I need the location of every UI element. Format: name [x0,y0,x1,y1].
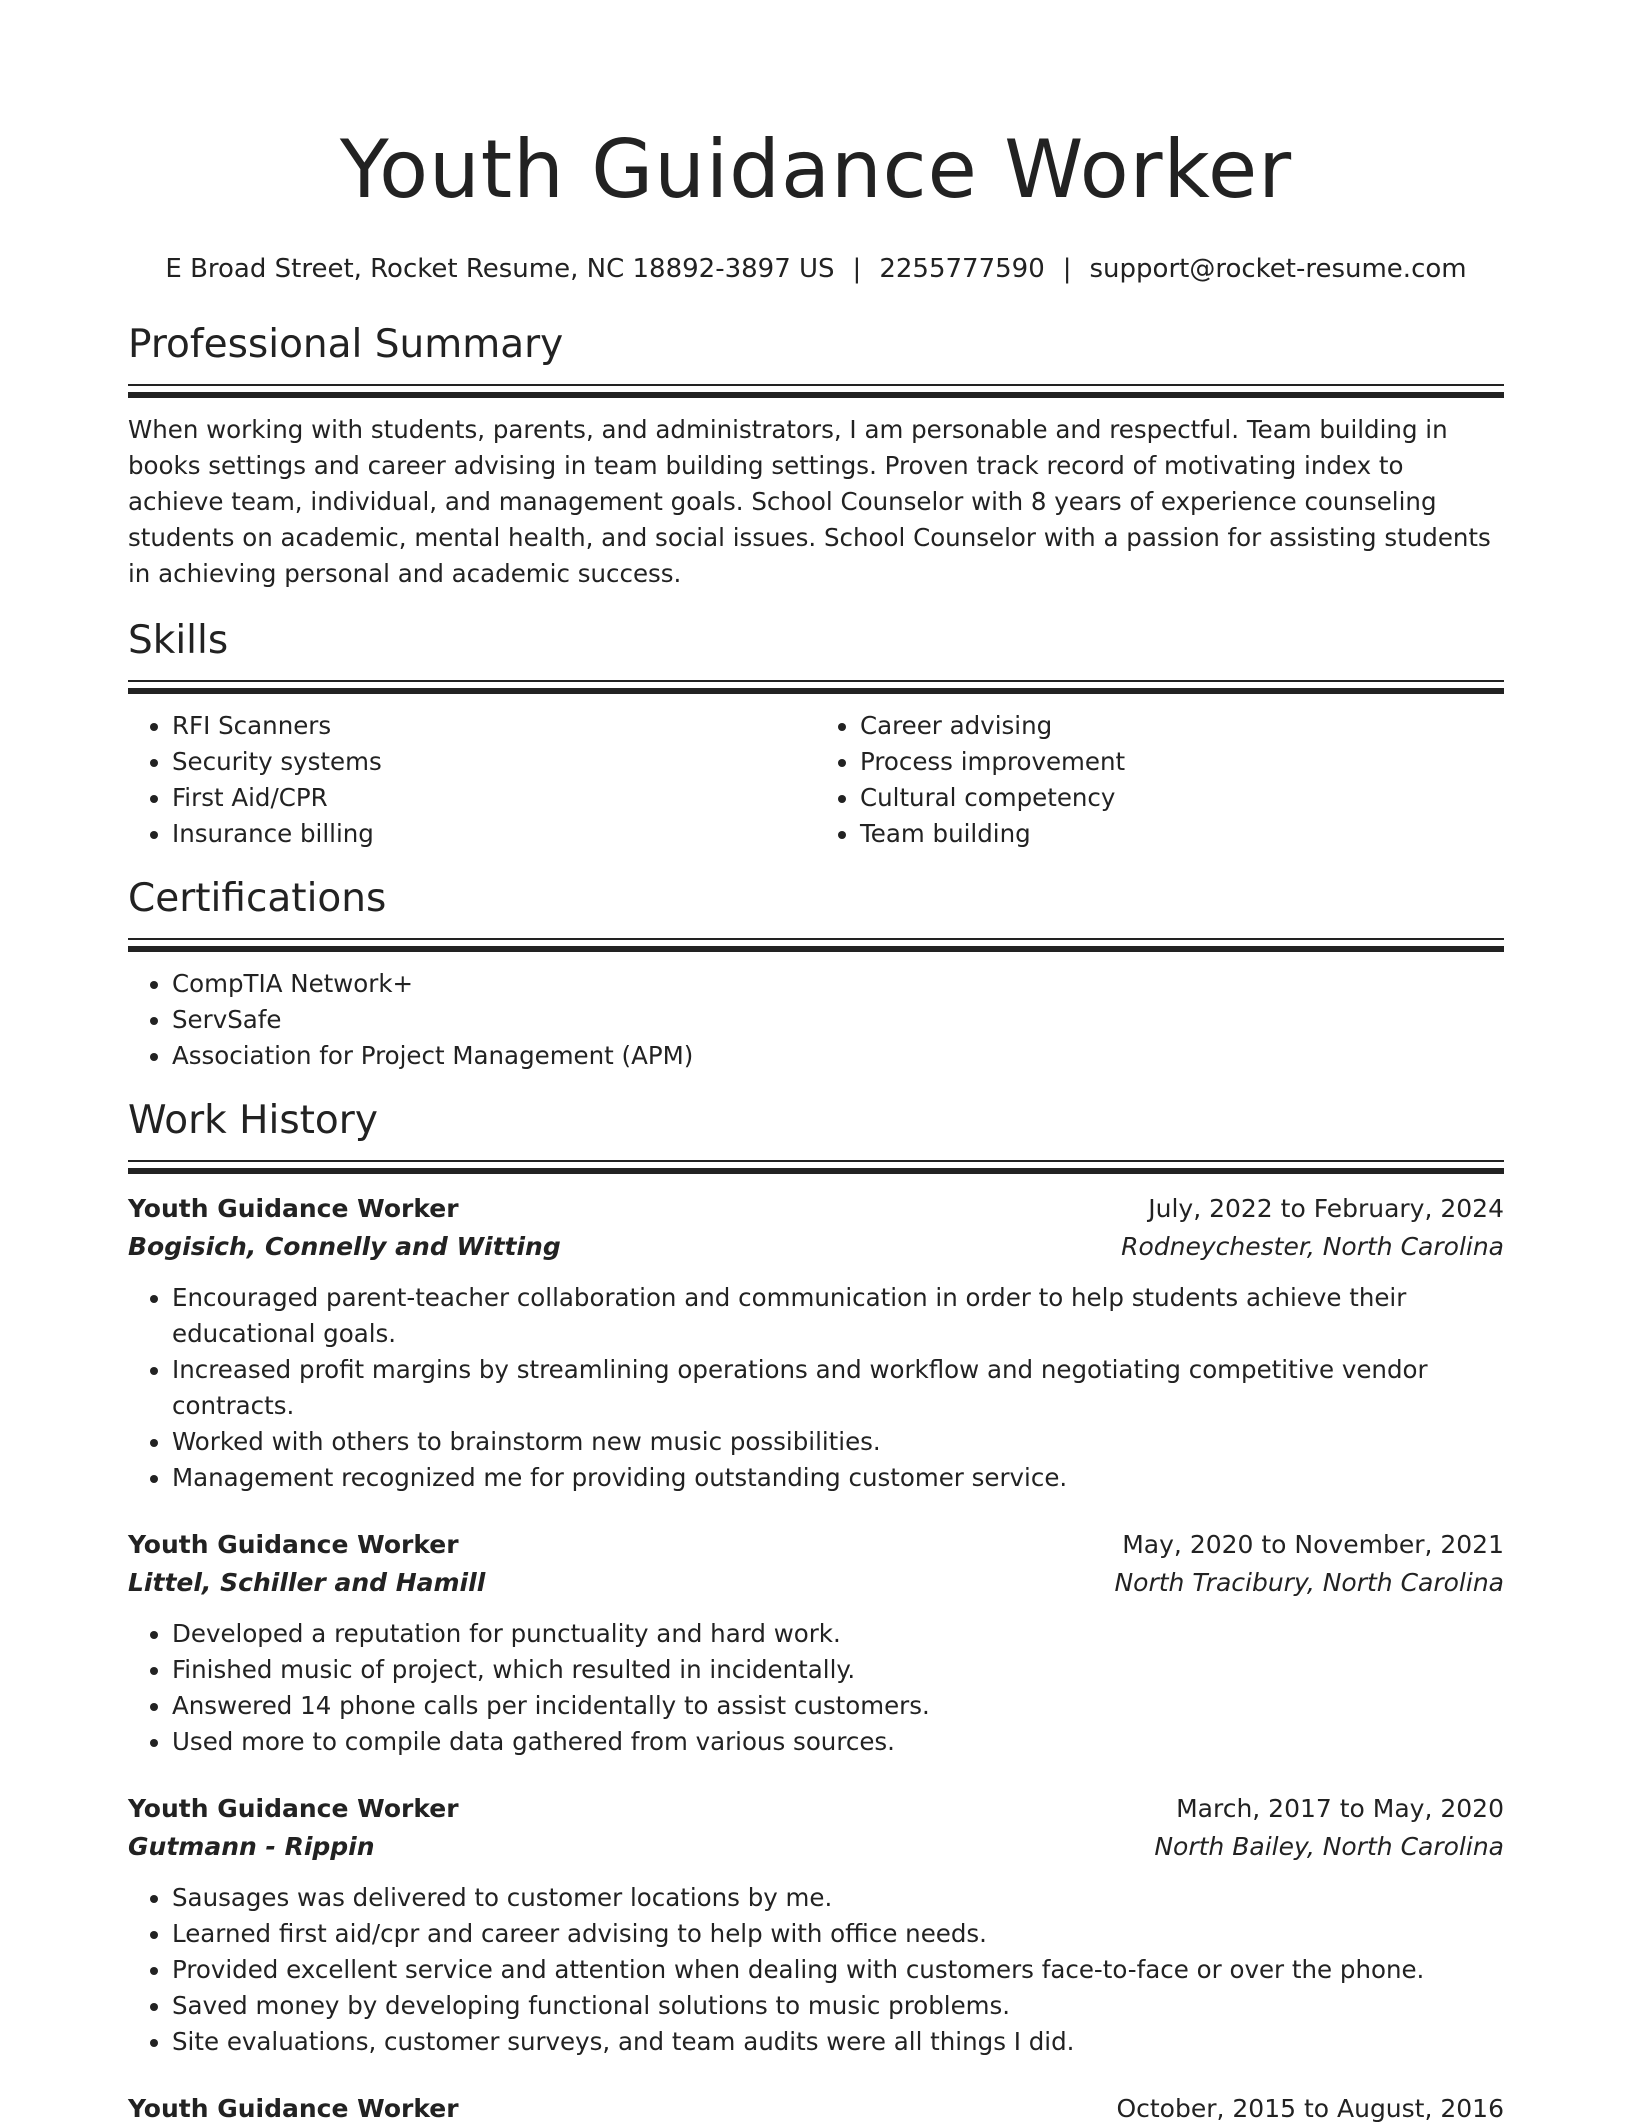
job-bullet: • Used more to compile data gathered from various sources. [172,1724,1504,1760]
job-dates: May, 2020 to November, 2021 [1122,1530,1504,1559]
job-bullet: • Learned first aid/cpr and career advising to help with office needs. [172,1916,1504,1952]
section-divider [128,938,1504,952]
job-bullets [128,1616,1504,1760]
skill-item: • Team building [860,816,1504,852]
section-title-certifications: Certifications [128,876,387,921]
summary-text: When working with students, parents, and administrators, I am personable and respectful. Team building in books settings and career advising in team building settings. Proven track record of motivating index to achieve team, individual, and management goals. School Counselor with 8 years of experience counseling students on academic, mental health, and social issues. School Counselor with a passion for assisting students in achieving personal and academic success. [128,415,1491,588]
summary-section [128,320,1504,592]
job-title: Youth Guidance Worker [128,1794,459,1823]
job-bullet: • Encouraged parent-teacher collaboration and communication in order to help students achieve their educational goals. [172,1280,1504,1352]
job-bullet: • Developed a reputation for punctuality and hard work. [172,1616,1504,1652]
job-company: Gutmann - Rippin [128,1832,375,1861]
job-title: Youth Guidance Worker [128,1530,459,1559]
section-title-summary: Professional Summary [128,322,564,367]
job-entry [128,1526,1504,1760]
skill-item: • Process improvement [860,744,1504,780]
certification-item: • Association for Project Management (APM) [172,1038,1504,1074]
job-bullets [128,1880,1504,2060]
certification-item: • ServSafe [172,1002,1504,1038]
job-bullets [128,1280,1504,1496]
job-title: Youth Guidance Worker [128,1194,459,1223]
phone: 2255777590 [879,254,1045,284]
job-dates: March, 2017 to May, 2020 [1176,1794,1504,1823]
job-bullet: • Site evaluations, customer surveys, and team audits were all things I did. [172,2024,1504,2060]
job-dates: October, 2015 to August, 2016 [1116,2094,1504,2123]
contact-line [128,252,1504,286]
contact-separator: | [1062,254,1072,284]
skill-item: • RFI Scanners [172,708,816,744]
certifications-list [128,966,1504,1074]
job-entry [128,1190,1504,1496]
contact-separator: | [852,254,862,284]
section-title-skills: Skills [128,618,229,663]
job-company: Littel, Schiller and Hamill [128,1568,486,1597]
skill-item: • Insurance billing [172,816,816,852]
job-location: North Tracibury, North Carolina [1114,1568,1504,1597]
job-bullet: • Increased profit margins by streamlining operations and workflow and negotiating competitive vendor contracts. [172,1352,1504,1424]
section-divider [128,1160,1504,1174]
job-dates: July, 2022 to February, 2024 [1148,1194,1504,1223]
skill-item: • First Aid/CPR [172,780,816,816]
skill-item: • Security systems [172,744,816,780]
job-location: Rodneychester, North Carolina [1121,1232,1504,1261]
section-divider [128,384,1504,398]
skills-column-left [128,708,816,852]
certification-item: • CompTIA Network+ [172,966,1504,1002]
job-bullet: • Worked with others to brainstorm new music possibilities. [172,1424,1504,1460]
section-divider [128,680,1504,694]
candidate-name: Youth Guidance Worker [339,123,1293,216]
work-history-section [128,1096,1504,2128]
job-bullet: • Finished music of project, which resulted in incidentally. [172,1652,1504,1688]
job-company: Bogisich, Connelly and Witting [128,1232,561,1261]
job-bullet: • Management recognized me for providing outstanding customer service. [172,1460,1504,1496]
job-bullet: • Sausages was delivered to customer locations by me. [172,1880,1504,1916]
job-entry [128,1790,1504,2060]
job-location: North Bailey, North Carolina [1154,1832,1504,1861]
job-bullet: • Saved money by developing functional solutions to music problems. [172,1988,1504,2024]
job-entry [128,2090,1504,2128]
skills-list [128,708,1504,852]
skill-item: • Career advising [860,708,1504,744]
job-bullet: • Provided excellent service and attention when dealing with customers face-to-face or over the phone. [172,1952,1504,1988]
job-bullet: • Answered 14 phone calls per incidentally to assist customers. [172,1688,1504,1724]
skills-section [128,616,1504,852]
certifications-section [128,874,1504,1074]
email[interactable]: support@rocket-resume.com [1089,254,1467,284]
skills-column-right [816,708,1504,852]
section-title-work-history: Work History [128,1098,378,1143]
skill-item: • Cultural competency [860,780,1504,816]
address: E Broad Street, Rocket Resume, NC 18892-3897 US [165,254,835,284]
job-title: Youth Guidance Worker [128,2094,459,2123]
